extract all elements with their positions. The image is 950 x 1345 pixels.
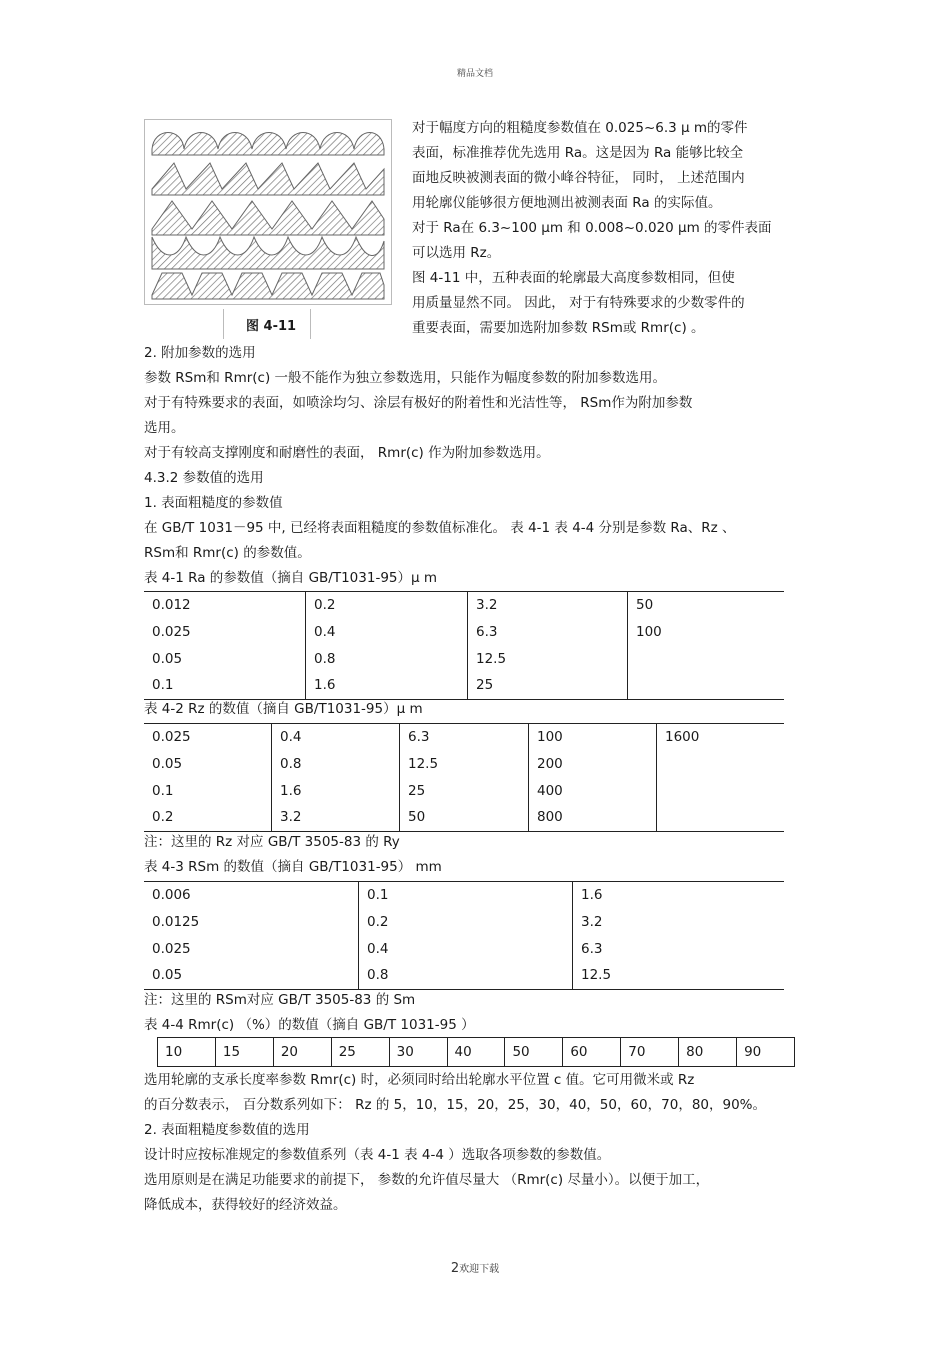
page-footer (0, 1260, 950, 1276)
table-cell: 25 (408, 782, 426, 799)
text-line: 对于有特殊要求的表面，如喷涂均匀、涂层有极好的附着性和光洁性等， RSm作为附加参数 (144, 395, 693, 411)
table-cell: 0.1 (152, 677, 174, 694)
table-cell: 0.025 (152, 940, 191, 957)
table-cell: 6.3 (408, 729, 430, 745)
rsm-table (144, 881, 784, 990)
table-cell: 0.4 (314, 623, 336, 640)
table-cell: 6.3 (581, 940, 603, 957)
right-text-line: 用轮廓仪能够很方便地测出被测表面 Ra 的实际值。 (412, 195, 722, 211)
table-cell: 0.1 (367, 887, 389, 903)
table-cell: 800 (537, 809, 563, 826)
table-cell: 80 (679, 1038, 737, 1067)
table-title: 表 4-3 RSm 的数值（摘自 GB/T1031-95） mm (144, 859, 442, 875)
table-cell: 0.012 (152, 597, 191, 613)
table-cell: 15 (215, 1038, 273, 1067)
table-cell: 100 (537, 729, 563, 745)
ra-table (144, 591, 784, 700)
text-line: 对于有较高支撑刚度和耐磨性的表面， Rmr(c) 作为附加参数选用。 (144, 445, 550, 461)
table-cell: 100 (636, 623, 662, 640)
table-cell: 0.8 (280, 755, 302, 772)
right-text-line: 用质量显然不同。 因此， 对于有特殊要求的少数零件的 (412, 295, 745, 311)
table-cell: 0.05 (152, 967, 183, 984)
table-cell: 3.2 (280, 809, 302, 826)
right-text-line: 表面，标准推荐优先选用 Ra。这是因为 Ra 能够比较全 (412, 145, 744, 161)
table-cell: 400 (537, 782, 563, 799)
table-cell: 50 (636, 597, 654, 613)
section-heading: 2. 附加参数的选用 (144, 345, 256, 361)
table-cell: 25 (476, 677, 494, 694)
table-cell: 200 (537, 755, 563, 772)
section-heading: 1. 表面粗糙度的参数值 (144, 495, 283, 511)
table-cell: 0.8 (367, 967, 389, 984)
table-title: 表 4-4 Rmr(c) （%）的数值（摘自 GB/T 1031-95 ） (144, 1017, 475, 1033)
table-cell: 50 (408, 809, 426, 826)
text-line: 降低成本，获得较好的经济效益。 (144, 1197, 347, 1213)
table-title: 表 4-1 Ra 的参数值（摘自 GB/T1031-95）μ m (144, 570, 438, 586)
text-line: 参数 RSm和 Rmr(c) 一般不能作为独立参数选用，只能作为幅度参数的附加参数选用。 (144, 370, 667, 386)
text-line: 在 GB/T 1031－95 中, 已经将表面粗糙度的参数值标准化。 表 4-1 表 4-4 分别是参数 Ra、Rz 、 (144, 520, 736, 536)
right-text-line: 可以选用 Rz。 (412, 245, 501, 261)
right-text-line: 面地反映被测表面的微小峰谷特征， 同时， 上述范围内 (412, 170, 745, 186)
table-cell: 0.025 (152, 729, 191, 745)
table-cell: 12.5 (476, 650, 507, 667)
table-cell: 90 (737, 1038, 795, 1067)
table-note: 注：这里的 Rz 对应 GB/T 3505-83 的 Ry (144, 834, 400, 850)
right-text-line: 重要表面，需要加选附加参数 RSm或 Rmr(c) 。 (412, 320, 705, 336)
table-cell: 1.6 (581, 887, 603, 903)
table-cell: 1.6 (314, 677, 336, 694)
table-cell: 50 (505, 1038, 563, 1067)
text-line: 选用。 (144, 420, 185, 436)
footer-text: 欢迎下载 (459, 1264, 500, 1275)
table-cell: 0.8 (314, 650, 336, 667)
table-cell: 30 (389, 1038, 447, 1067)
table-cell: 0.2 (152, 809, 174, 826)
right-text-line: 对于 Ra在 6.3~100 μm 和 0.008~0.020 μm 的零件表面 (412, 220, 772, 236)
table-cell: 0.2 (367, 913, 389, 930)
right-text-line: 对于幅度方向的粗糙度参数值在 0.025~6.3 μ m的零件 (412, 120, 748, 136)
table-cell: 0.006 (152, 887, 191, 903)
table-cell: 6.3 (476, 623, 498, 640)
table-cell: 12.5 (581, 967, 612, 984)
table-note: 注：这里的 RSm对应 GB/T 3505-83 的 Sm (144, 992, 416, 1008)
table-title: 表 4-2 Rz 的数值（摘自 GB/T1031-95）μ m (144, 701, 423, 717)
surface-profile-figure (144, 119, 392, 305)
table-cell: 0.05 (152, 650, 183, 667)
table-cell: 60 (563, 1038, 621, 1067)
table-cell: 0.05 (152, 755, 183, 772)
text-line: 选用原则是在满足功能要求的前提下， 参数的允许值尽量大 （Rmr(c) 尽量小）。以便于加工， (144, 1172, 710, 1188)
table-cell: 70 (621, 1038, 679, 1067)
table-cell: 0.025 (152, 623, 191, 640)
table-cell: 12.5 (408, 755, 439, 772)
text-line: 的百分数表示， 百分数系列如下： Rz 的 5，10，15，20，25，30，40，50，60，70，80，90%。 (144, 1097, 767, 1113)
table-cell: 1600 (665, 729, 700, 745)
table-cell: 0.1 (152, 782, 174, 799)
section-heading: 4.3.2 参数值的选用 (144, 470, 264, 486)
rmr-table (157, 1037, 795, 1067)
text-line: RSm和 Rmr(c) 的参数值。 (144, 545, 311, 561)
text-line: 选用轮廓的支承长度率参数 Rmr(c) 时，必须同时给出轮廓水平位置 c 值。它可用微米或 Rz (144, 1072, 695, 1088)
table-cell: 20 (273, 1038, 331, 1067)
figure-caption-box (223, 309, 311, 339)
table-cell: 0.4 (367, 940, 389, 957)
table-cell: 0.4 (280, 729, 302, 745)
table-cell: 3.2 (476, 597, 498, 613)
section-heading: 2. 表面粗糙度参数值的选用 (144, 1122, 310, 1138)
table-cell: 0.2 (314, 597, 336, 613)
page-number: 2 (450, 1261, 460, 1276)
table-cell: 25 (331, 1038, 389, 1067)
table-cell: 0.0125 (152, 913, 200, 930)
table-cell: 1.6 (280, 782, 302, 799)
table-cell: 40 (447, 1038, 505, 1067)
rz-table (144, 723, 784, 832)
figure-caption: 图 4-11 (246, 319, 297, 334)
page-header: 精品文档 (456, 69, 493, 79)
right-text-line: 图 4-11 中，五种表面的轮廓最大高度参数相同，但使 (412, 270, 735, 286)
table-cell: 10 (158, 1038, 216, 1067)
text-line: 设计时应按标准规定的参数值系列（表 4-1 表 4-4 ）选取各项参数的参数值。 (144, 1147, 611, 1163)
table-cell: 3.2 (581, 913, 603, 930)
